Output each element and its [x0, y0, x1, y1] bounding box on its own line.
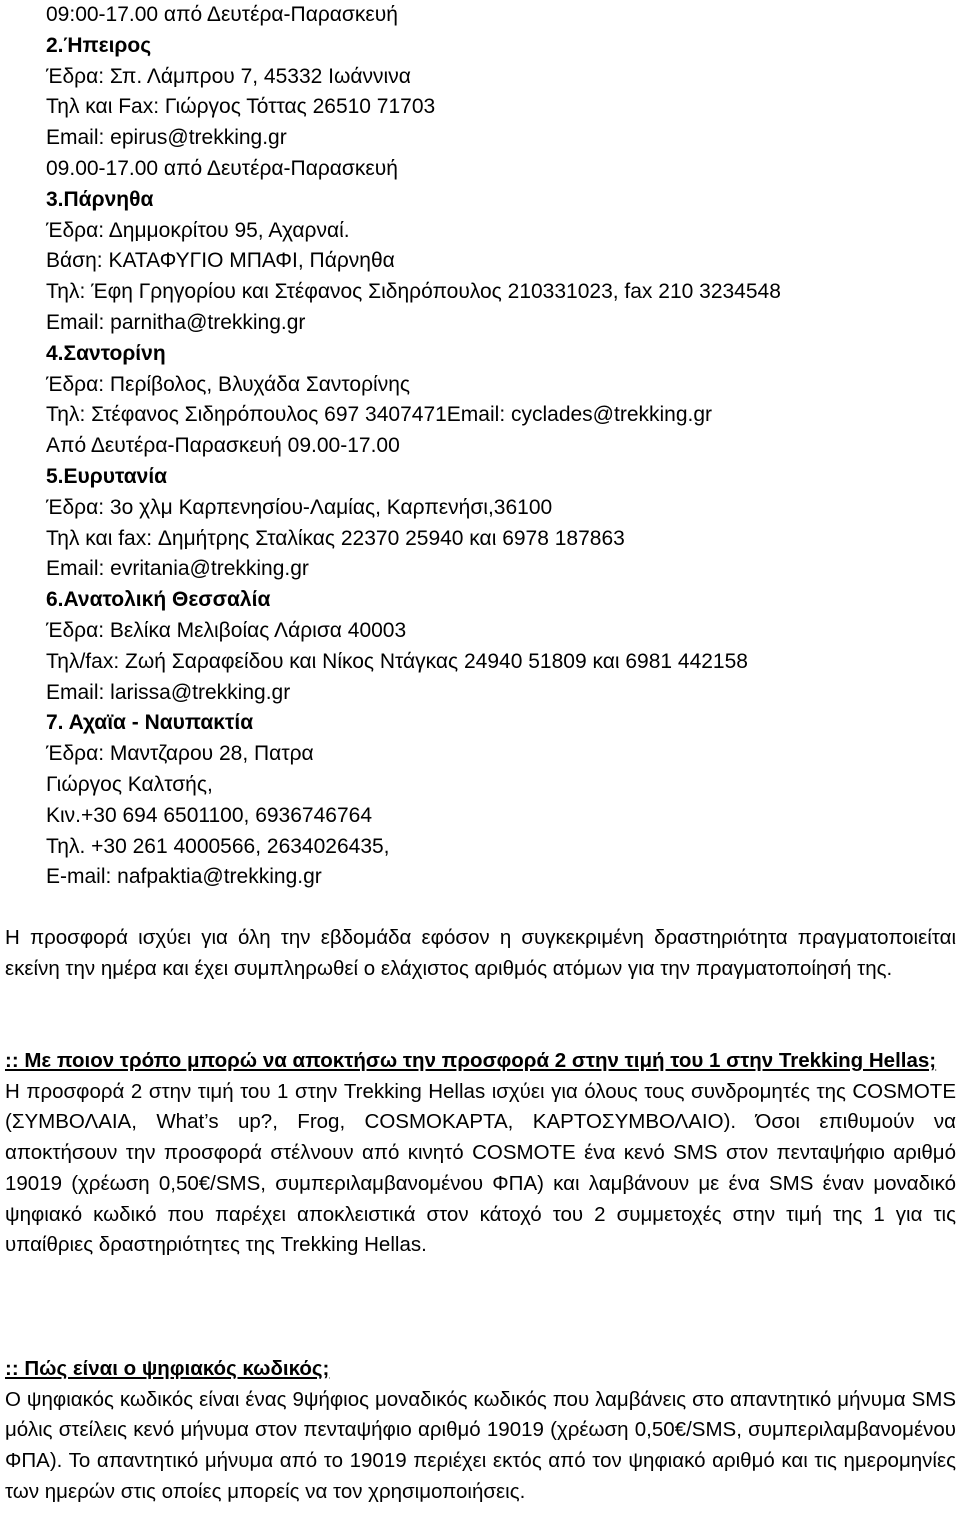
- branch-line: Έδρα: Σπ. Λάμπρου 7, 45332 Ιωάννινα: [46, 64, 411, 88]
- branch-line: Έδρα: Περίβολος, Βλυχάδα Σαντορίνης: [46, 372, 411, 396]
- branch-line: Έδρα: Μαντζαρου 28, Πατρα: [46, 742, 314, 766]
- branch-line: Τηλ. +30 261 4000566, 2634026435,: [46, 834, 390, 858]
- branch-line: Τηλ: Στέφανος Σιδηρόπουλος 697 3407471Email: cyclades@trekking.gr: [46, 403, 713, 427]
- section-heading: :: Με ποιον τρόπο μπορώ να αποκτήσω την προσφορά 2 στην τιμή του 1 στην Trekking Hellas;: [5, 1049, 937, 1072]
- section-digital-code: [5, 1354, 956, 1508]
- branch-line: Τηλ και fax: Δημήτρης Σταλίκας 22370 25940 και 6978 187863: [46, 526, 625, 550]
- branch-line: Τηλ/fax: Ζωή Σαραφείδου και Νίκος Ντάγκας 24940 51809 και 6981 442158: [46, 649, 748, 673]
- branch-line: Κιν.+30 694 6501100, 6936746764: [46, 803, 372, 827]
- branch-title-santorini: 4.Σαντορίνη: [46, 341, 166, 365]
- branch-title-evrytania: 5.Ευρυτανία: [46, 464, 168, 488]
- section-body: Η προσφορά 2 στην τιμή του 1 στην Trekking Hellas ισχύει για όλους τους συνδρομητές της COSMOTE (ΣΥΜΒΟΛΑΙΑ, What’s up?, Frog, COSMOΚΑΡΤΑ, ΚΑΡΤΟΣΥΜΒΟΛΑΙΟ). Όσοι επιθυμούν να αποκτήσουν την προσφορά στέλνουν από κινητό COSMOTE ένα κενό SMS στον πενταψήφιο αριθμό 19019 (χρέωση 0,50€/SMS, συμπεριλαμβανομένου ΦΠΑ) και λαμβάνουν με ένα SMS έναν μοναδικό ψηφιακό κωδικό που παρέχει αποκλειστικά στον κάτοχό του 2 συμμετοχές στην τιμή της 1 για τις υπαίθριες δραστηριότητες της Trekking Hellas.: [5, 1079, 956, 1257]
- section-body: Ο ψηφιακός κωδικός είναι ένας 9ψήφιος μοναδικός κωδικός που λαμβάνεις στο απαντητικό μήνυμα SMS μόλις στείλεις κενό μήνυμα στον πενταψήφιο αριθμό 19019 (χρέωση 0,50€/SMS, συμπεριλαμβανομένου ΦΠΑ). Το απαντητικό μήνυμα από το 19019 περιέχει εκτός από τον ψηφιακό αριθμό και τις ημερομηνίες των ημερών στις οποίες μπορείς να τον χρησιμοποιήσεις.: [5, 1387, 956, 1503]
- branch-title-thessaly: 6.Ανατολική Θεσσαλία: [46, 588, 271, 612]
- branch-line: Έδρα: Βελίκα Μελιβοίας Λάρισα 40003: [46, 618, 407, 642]
- branch-line: Τηλ: Έφη Γρηγορίου και Στέφανος Σιδηρόπουλος 210331023, fax 210 3234548: [46, 280, 781, 304]
- branch-line: Βάση: ΚΑΤΑΦΥΓΙΟ ΜΠΑΦΙ, Πάρνηθα: [46, 249, 395, 273]
- branch-list: [46, 0, 960, 893]
- section-how-to-get: [5, 1046, 956, 1261]
- branch-line: Έδρα: Δημμοκρίτου 95, Αχαρναί.: [46, 218, 350, 242]
- branch-line: 09.00-17.00 από Δευτέρα-Παρασκευή: [46, 156, 398, 180]
- branch-line: Τηλ και Fax: Γιώργος Τόττας 26510 71703: [46, 95, 436, 119]
- branch-email: Email: larissa@trekking.gr: [46, 680, 291, 704]
- branch-email: E-mail: nafpaktia@trekking.gr: [46, 865, 322, 889]
- branch-line: Έδρα: 3ο χλμ Καρπενησίου-Λαμίας, Καρπενήσι,36100: [46, 495, 553, 519]
- offer-validity-text: Η προσφορά ισχύει για όλη την εβδομάδα εφόσον η συγκεκριμένη δραστηριότητα πραγματοποιείται εκείνη την ημέρα και έχει συμπληρωθεί ο ελάχιστος αριθμός ατόμων για την πραγματοποίησή της.: [5, 926, 956, 980]
- branch-email: Email: parnitha@trekking.gr: [46, 310, 306, 334]
- branch-line: Από Δευτέρα-Παρασκευή 09.00-17.00: [46, 434, 400, 458]
- offer-validity: [5, 923, 956, 984]
- branch-title-epirus: 2.Ήπειρος: [46, 33, 152, 57]
- branch-email: Email: evritania@trekking.gr: [46, 557, 309, 581]
- section-heading: :: Πώς είναι ο ψηφιακός κωδικός;: [5, 1357, 330, 1380]
- branch-line: Γιώργος Καλτσής,: [46, 772, 213, 796]
- intro-hours: 09:00-17.00 από Δευτέρα-Παρασκευή: [46, 3, 398, 26]
- branch-email: Email: epirus@trekking.gr: [46, 126, 287, 150]
- branch-title-achaia: 7. Αχαϊα - Ναυπακτία: [46, 711, 254, 735]
- branch-title-parnitha: 3.Πάρνηθα: [46, 187, 154, 211]
